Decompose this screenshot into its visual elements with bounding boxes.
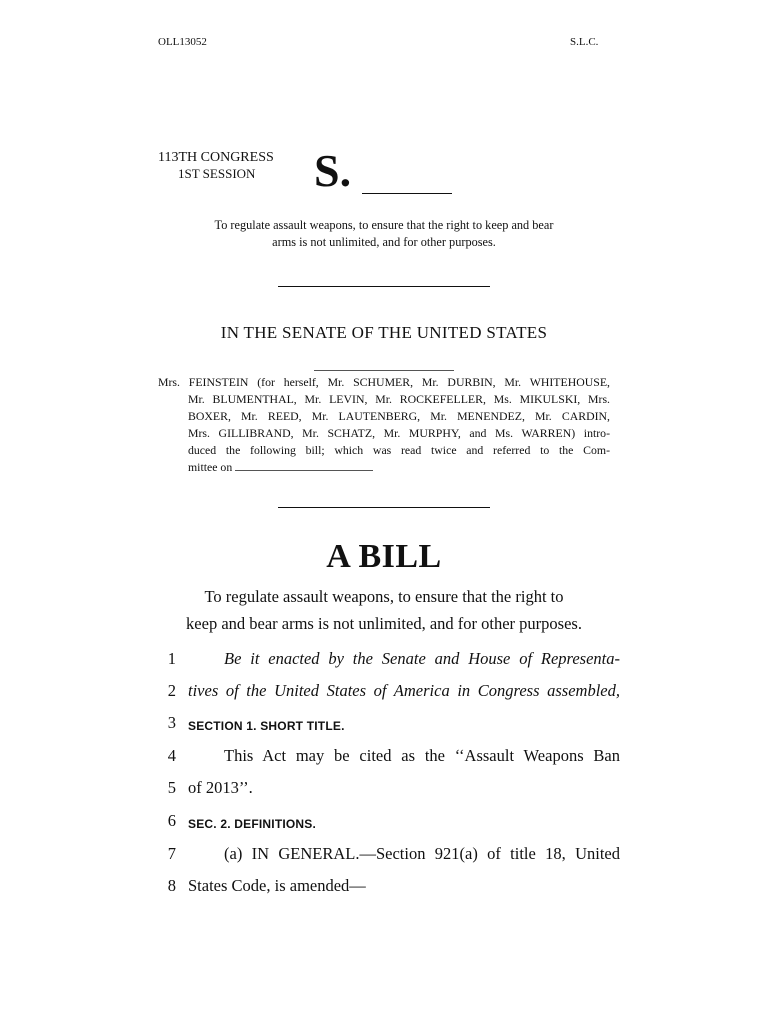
thin-divider — [314, 370, 454, 371]
line-number: 6 — [167, 811, 176, 830]
line-text: (a) IN GENERAL.—Section 921(a) of title 18, United — [224, 844, 620, 863]
senate-heading: IN THE SENATE OF THE UNITED STATES — [220, 323, 548, 342]
bill-number-blank — [362, 193, 452, 194]
sponsors-line: Mrs. GILLIBRAND, Mr. SCHATZ, Mr. MURPHY, and Ms. WARREN) intro- — [188, 426, 610, 440]
short-purpose — [170, 217, 598, 251]
numbered-line — [150, 876, 620, 896]
committee-label: mittee on — [188, 460, 233, 474]
sponsors-block — [158, 374, 610, 476]
line-number: 4 — [167, 746, 176, 765]
sponsors-line — [158, 459, 610, 476]
line-text: States Code, is amended— — [188, 876, 366, 895]
numbered-line — [150, 649, 620, 669]
numbered-line — [150, 713, 620, 733]
numbered-line — [150, 844, 620, 864]
office-code: S.L.C. — [570, 36, 599, 48]
line-number: 3 — [167, 713, 176, 732]
line-number: 1 — [167, 649, 176, 668]
numbered-line — [150, 778, 620, 798]
committee-blank — [235, 460, 373, 471]
line-text: Be it enacted by the Senate and House of Representa- — [224, 649, 620, 668]
section-heading: SEC. 2. DEFINITIONS. — [188, 817, 317, 831]
bill-title: A BILL — [326, 538, 442, 575]
sponsors-line: Mr. BLUMENTHAL, Mr. LEVIN, Mr. ROCKEFELLER, Ms. MIKULSKI, Mrs. — [188, 392, 610, 406]
session-label: 1ST SESSION — [178, 166, 256, 181]
bill-prefix: S. — [314, 145, 352, 196]
divider-rule — [278, 286, 490, 287]
line-number: 2 — [167, 681, 176, 700]
divider-rule — [278, 507, 490, 508]
congress-label: 113TH CONGRESS — [158, 150, 274, 165]
long-title — [158, 584, 610, 637]
numbered-line — [150, 811, 620, 831]
sponsors-line: BOXER, Mr. REED, Mr. LAUTENBERG, Mr. MENENDEZ, Mr. CARDIN, — [188, 409, 610, 423]
section-heading: SECTION 1. SHORT TITLE. — [188, 719, 345, 733]
line-number: 8 — [167, 876, 176, 895]
document-id: OLL13052 — [158, 36, 207, 48]
line-number: 5 — [167, 778, 176, 797]
line-text: This Act may be cited as the ‘‘Assault Weapons Ban — [224, 746, 620, 765]
sponsors-line: Mrs. FEINSTEIN (for herself, Mr. SCHUMER, Mr. DURBIN, Mr. WHITEHOUSE, — [158, 375, 610, 389]
line-text: of 2013’’. — [188, 778, 253, 797]
short-purpose-line: arms is not unlimited, and for other purposes. — [272, 235, 496, 249]
numbered-line — [150, 746, 620, 766]
numbered-line — [150, 681, 620, 701]
long-title-line: keep and bear arms is not unlimited, and for other purposes. — [186, 613, 582, 633]
long-title-line: To regulate assault weapons, to ensure that the right to — [204, 587, 564, 606]
line-text: tives of the United States of America in Congress assembled, — [188, 681, 620, 700]
line-number: 7 — [167, 844, 176, 863]
short-purpose-line: To regulate assault weapons, to ensure that the right to keep and bear — [214, 218, 554, 232]
sponsors-line: duced the following bill; which was read twice and referred to the Com- — [188, 443, 610, 457]
